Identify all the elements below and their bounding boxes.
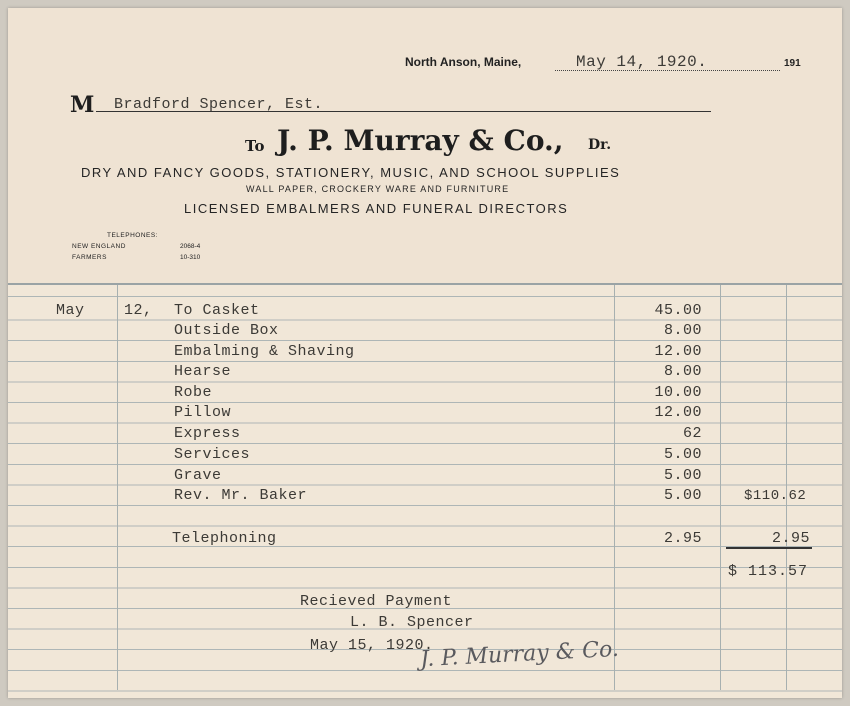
customer-line — [96, 110, 711, 112]
line-item-amount: 12.00 — [654, 343, 702, 360]
receipt-line-3: May 15, 1920. — [310, 637, 434, 654]
subtotal-first: $110.62 — [744, 488, 807, 504]
line-item-desc: Grave — [174, 467, 222, 484]
entry-day: 12, — [124, 302, 153, 319]
dr-label: Dr. — [588, 137, 612, 153]
phone-number-1: 2068-4 — [180, 243, 201, 250]
business-line-3: LICENSED EMBALMERS AND FUNERAL DIRECTORS — [184, 201, 569, 216]
telephones-label: TELEPHONES: — [107, 232, 159, 239]
line-item-amount: 8.00 — [663, 322, 702, 339]
ledger-total-column-rule — [720, 285, 721, 690]
customer-name: Bradford Spencer, Est. — [114, 96, 324, 113]
ledger-top-rule — [8, 283, 842, 285]
to-prefix: To — [245, 137, 265, 155]
line-item-amount: 45.00 — [654, 302, 702, 319]
year-suffix: 191 — [784, 58, 801, 69]
line-item-amount: 12.00 — [654, 404, 702, 421]
date-line — [555, 70, 780, 71]
subtotal-second: 2.95 — [771, 530, 810, 547]
line-item-amount: 5.00 — [663, 446, 702, 463]
line-item-amount: 8.00 — [663, 363, 702, 380]
line-item-amount: 5.00 — [663, 467, 702, 484]
firm-name: J. P. Murray & Co., — [277, 124, 564, 157]
entry-month: May — [56, 302, 85, 319]
ledger-ruled-area — [8, 283, 842, 698]
line-item-desc: Pillow — [174, 404, 232, 421]
telephoning-desc: Telephoning — [172, 530, 277, 547]
phone-name-2: FARMERS — [72, 254, 107, 261]
phone-name-1: NEW ENGLAND — [72, 243, 126, 250]
line-item-desc: Services — [174, 446, 251, 463]
business-line-2: WALL PAPER, CROCKERY WARE AND FURNITURE — [246, 184, 510, 194]
line-item-desc: Hearse — [174, 363, 232, 380]
line-item-desc: Robe — [174, 384, 213, 401]
ledger-amount-column-rule — [614, 285, 615, 690]
line-item-desc: Express — [174, 425, 241, 442]
line-item-amount: 5.00 — [663, 487, 702, 504]
telephoning-amount: 2.95 — [663, 530, 702, 547]
business-line-1: DRY AND FANCY GOODS, STATIONERY, MUSIC, AND SCHOOL SUPPLIES — [81, 165, 621, 180]
line-item-desc: Rev. Mr. Baker — [174, 487, 308, 504]
line-item-amount: 10.00 — [654, 384, 702, 401]
total-rule — [726, 546, 812, 549]
line-item-desc: Outside Box — [174, 322, 279, 339]
receipt-line-2: L. B. Spencer — [350, 614, 474, 631]
line-item-amount: 62 — [682, 425, 702, 442]
line-item-desc: Embalming & Shaving — [174, 343, 355, 360]
place-label: North Anson, Maine, — [405, 55, 522, 69]
handwritten-signature: J. P. Murray & Co. — [419, 636, 620, 673]
ledger-date-column-rule — [117, 285, 118, 690]
m-prefix: M — [70, 92, 95, 118]
grand-total: $ 113.57 — [728, 563, 809, 580]
phone-number-2: 10-310 — [180, 254, 201, 261]
line-item-desc: To Casket — [174, 302, 260, 319]
receipt-line-1: Recieved Payment — [300, 593, 453, 610]
invoice-date: May 14, 1920. — [576, 53, 708, 71]
